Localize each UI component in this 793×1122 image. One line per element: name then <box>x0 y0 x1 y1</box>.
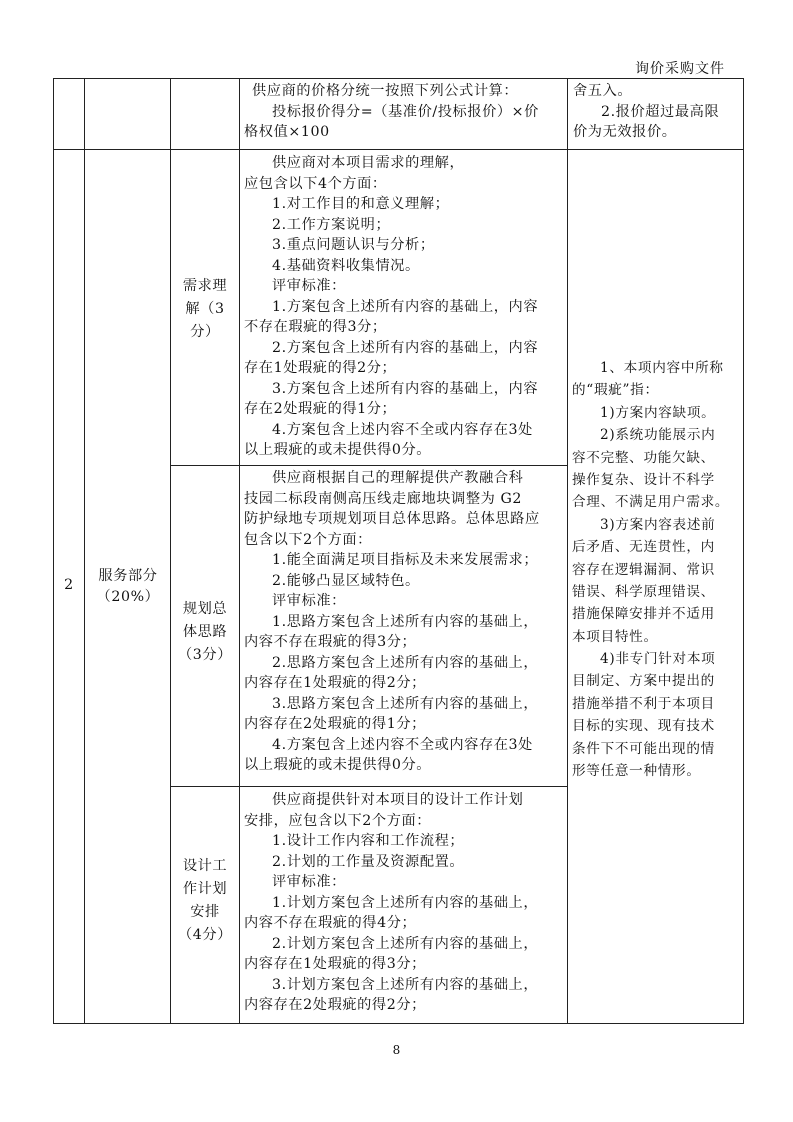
content-line: 供应商对本项目需求的理解， <box>272 155 465 171</box>
content-line: 3.重点问题认识与分析； <box>272 237 435 253</box>
content-line: 内容存在1处瑕疵的得3分； <box>244 956 426 972</box>
note-line: 形等任意一种情形。 <box>572 763 701 780</box>
row-index: 2 <box>64 577 74 593</box>
content-line: 存在2处瑕疵的得1分； <box>244 401 397 417</box>
note-line: 目标的实现、现有技术 <box>572 718 715 735</box>
content-line: 供应商提供针对本项目的设计工作计划 <box>272 792 524 808</box>
content-line: 包含以下2个方面： <box>244 531 372 548</box>
note-line: 容不完整、功能欠缺、 <box>572 449 715 466</box>
content-line: 以上瑕疵的或未提供得0分。 <box>244 442 432 458</box>
content-line: 内容存在2处瑕疵的得1分； <box>244 716 426 732</box>
content-line: 1.计划方案包含上述所有内容的基础上， <box>272 894 539 911</box>
note-line: 措施举措不利于本项目 <box>572 695 715 712</box>
note-line: 合理、不满足用户需求。 <box>572 494 730 511</box>
label-line: 体思路 <box>182 624 228 640</box>
content-line: 评审标准： <box>272 593 346 609</box>
category-line: 服务部分 <box>98 568 158 584</box>
sub-item-label <box>171 598 239 667</box>
flaw-definition-note <box>572 357 729 782</box>
content-line: 4.方案包含上述内容不全或内容存在3处 <box>272 421 533 438</box>
content-line: 技园二标段南侧高压线走廊地块调整为 G2 <box>244 490 523 507</box>
note-line: 3)方案内容表述前 <box>600 516 716 533</box>
sub-row-divider <box>170 786 567 787</box>
content-line: 防护绿地专项规划项目总体思路。总体思路应 <box>244 511 540 527</box>
criteria-line: 格权值×100 <box>244 124 330 140</box>
sub-item-label <box>171 855 239 947</box>
content-line: 内容不存在瑕疵的得4分； <box>244 915 417 931</box>
content-line: 3.方案包含上述所有内容的基础上，内容 <box>272 380 539 397</box>
row-divider <box>53 149 743 150</box>
content-line: 内容不存在瑕疵的得3分； <box>244 634 417 650</box>
content-line: 1.能全面满足项目指标及未来发展需求； <box>272 552 539 568</box>
note-line: 容存在逻辑漏洞、常识 <box>572 561 715 578</box>
content-line: 1.思路方案包含上述所有内容的基础上， <box>272 613 539 630</box>
label-line: 作计划 <box>182 881 228 897</box>
page-number: 8 <box>392 1043 401 1057</box>
document-header-title: 询价采购文件 <box>635 61 725 77</box>
content-line: 2.思路方案包含上述所有内容的基础上， <box>272 654 539 671</box>
note-line: 条件下不可能出现的情 <box>572 740 715 757</box>
content-line: 2.工作方案说明； <box>272 216 391 233</box>
sub-item-content <box>244 790 538 1016</box>
content-line: 安排，应包含以下2个方面： <box>244 812 432 829</box>
note-line: 后矛盾、无连贯性，内 <box>572 539 715 556</box>
note-line: 1、本项内容中所称 <box>600 360 724 376</box>
table-top-border <box>53 78 743 79</box>
criteria-line: 供应商的价格分统一按照下列公式计算： <box>252 83 519 99</box>
note-line: 措施保障安排并不适用 <box>572 606 715 623</box>
sub-item-content <box>244 153 538 461</box>
content-line: 供应商根据自己的理解提供产教融合科 <box>272 470 524 486</box>
criteria-line: 投标报价得分=（基准价/投标报价）×价 <box>272 103 539 120</box>
sub-row-divider <box>170 465 567 466</box>
note-line: 错误、科学原理错误、 <box>572 583 715 600</box>
label-line: 规划总 <box>182 601 228 617</box>
note-line: 2.报价超过最高限 <box>601 103 720 120</box>
content-line: 不存在瑕疵的得3分； <box>244 319 387 335</box>
note-line: 本项目特性。 <box>572 628 658 645</box>
content-line: 3.计划方案包含上述所有内容的基础上， <box>272 976 539 993</box>
category-cell <box>86 566 170 607</box>
content-line: 1.设计工作内容和工作流程； <box>272 833 465 849</box>
note-line: 舍五入。 <box>573 83 633 99</box>
table-left-border <box>53 78 54 1024</box>
price-criteria-cell <box>244 81 539 143</box>
table-right-border <box>743 78 744 1024</box>
note-line: 1)方案内容缺项。 <box>600 404 716 421</box>
content-line: 2.能够凸显区域特色。 <box>272 572 420 589</box>
content-line: 4.基础资料收集情况。 <box>272 257 420 274</box>
note-line: 操作复杂、设计不科学 <box>572 471 715 488</box>
label-line: 解（3 <box>185 301 225 317</box>
content-line: 1.方案包含上述所有内容的基础上，内容 <box>272 298 539 315</box>
column-divider <box>567 78 568 1024</box>
note-line: 目制定、方案中提出的 <box>572 673 715 690</box>
column-divider <box>84 78 85 1024</box>
content-line: 应包含以下4个方面： <box>244 175 387 192</box>
note-line: 价为无效报价。 <box>573 124 677 140</box>
content-line: 内容存在2处瑕疵的得2分； <box>244 997 426 1013</box>
label-line: （3分） <box>178 647 232 663</box>
content-line: 2.计划的工作量及资源配置。 <box>272 853 465 870</box>
content-line: 2.方案包含上述所有内容的基础上，内容 <box>272 339 539 356</box>
content-line: 评审标准： <box>272 874 346 890</box>
label-line: 安排 <box>190 904 220 920</box>
note-line: 4)非专门针对本项 <box>600 651 716 668</box>
price-note-cell <box>573 81 719 143</box>
sub-item-content <box>244 468 540 776</box>
content-line: 3.思路方案包含上述所有内容的基础上， <box>272 695 539 712</box>
content-line: 内容存在1处瑕疵的得2分； <box>244 675 426 691</box>
label-line: 设计工 <box>182 858 228 874</box>
content-line: 存在1处瑕疵的得2分； <box>244 360 397 376</box>
label-line: 分） <box>190 324 220 340</box>
content-line: 评审标准： <box>272 278 346 294</box>
note-line: 2)系统功能展示内 <box>600 427 716 444</box>
note-line: 的“瑕疵”指： <box>572 382 659 399</box>
sub-item-label <box>171 275 239 344</box>
content-line: 2.计划方案包含上述所有内容的基础上， <box>272 935 539 952</box>
column-divider <box>239 78 240 1024</box>
label-line: 需求理 <box>182 278 228 294</box>
table-bottom-border <box>53 1023 743 1024</box>
content-line: 4.方案包含上述内容不全或内容存在3处 <box>272 736 533 753</box>
label-line: （4分） <box>178 927 232 943</box>
content-line: 以上瑕疵的或未提供得0分。 <box>244 757 432 773</box>
category-line: （20%） <box>96 588 160 605</box>
content-line: 1.对工作目的和意义理解； <box>272 196 450 212</box>
